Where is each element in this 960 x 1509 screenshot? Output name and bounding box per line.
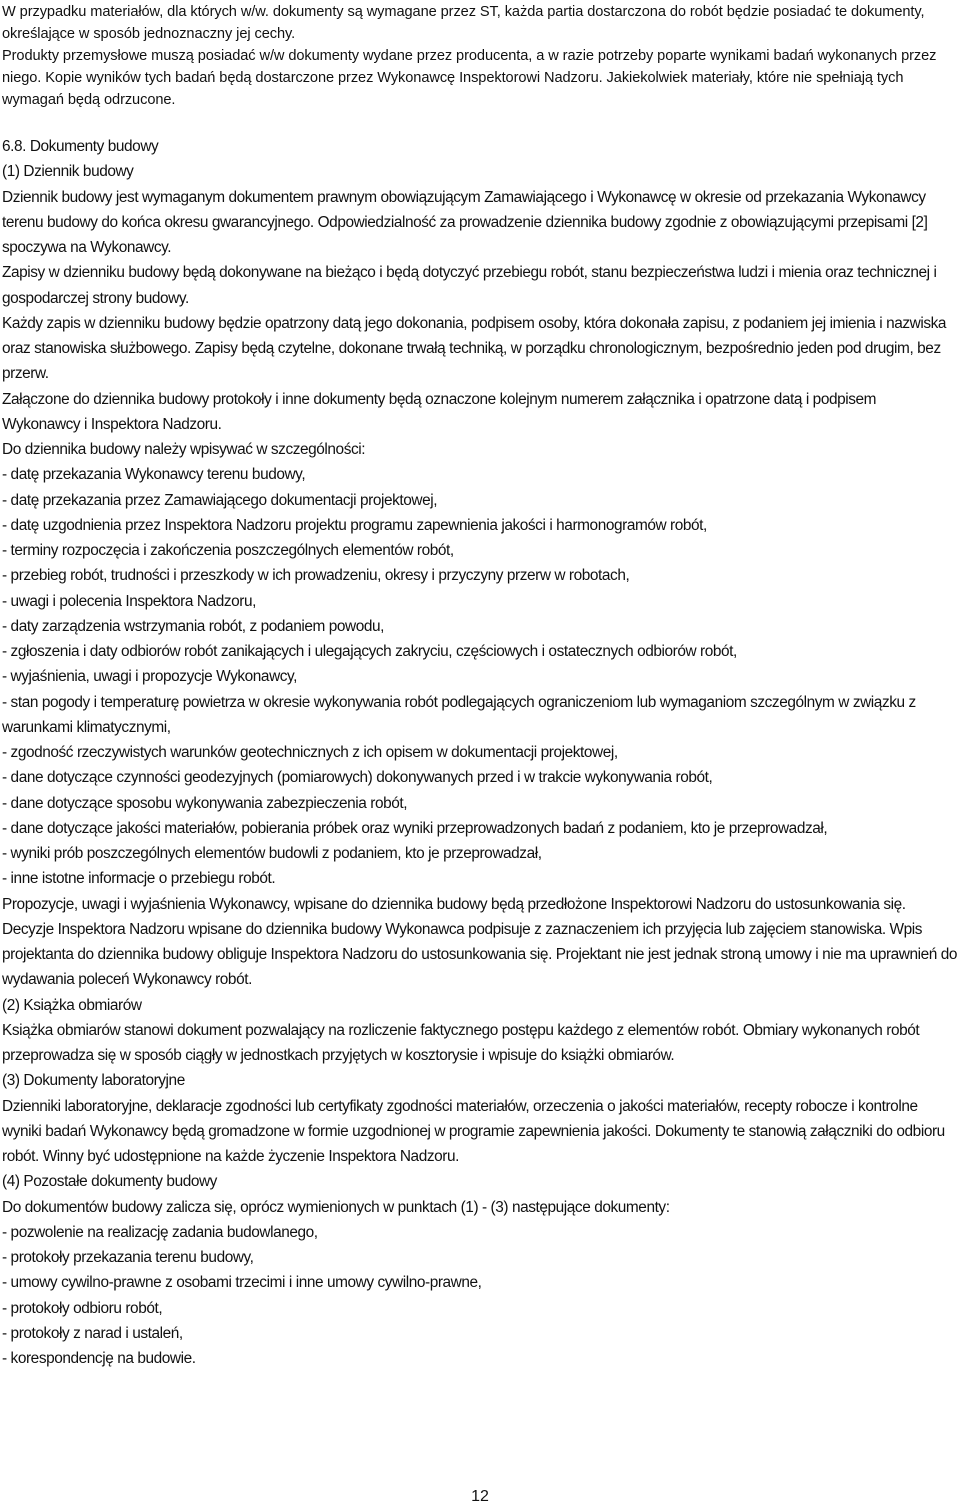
paragraph: Dziennik budowy jest wymaganym dokumentem prawnym obowiązującym Zamawiającego i Wykonawcę w okresie od przekazania Wykonawcy terenu budowy do końca okresu gwarancyjnego. Odpowiedzialność za prowadzenie dziennika budowy zgodnie z obowiązującymi przepisami [2] spoczywa na Wykonawcy. <box>2 188 928 256</box>
document-page <box>2 0 958 1371</box>
list-item: - uwagi i polecenia Inspektora Nadzoru, <box>2 592 256 610</box>
list-item: - datę przekazania przez Zamawiającego dokumentacji projektowej, <box>2 491 438 509</box>
list-item: - inne istotne informacje o przebiegu robót. <box>2 870 276 888</box>
intro-paragraph: W przypadku materiałów, dla których w/w. dokumenty są wymagane przez ST, każda partia dostarczona do robót będzie posiadać te dokumenty, określające w sposób jednoznaczny jej cechy. <box>2 4 925 42</box>
list-item: - datę przekazania Wykonawcy terenu budowy, <box>2 466 306 484</box>
list-item: - korespondencję na budowie. <box>2 1350 196 1367</box>
list-item: - datę uzgodnienia przez Inspektora Nadzoru projektu programu zapewnienia jakości i harmonogramów robót, <box>2 516 707 534</box>
intro-paragraph: Produkty przemysłowe muszą posiadać w/w dokumenty wydane przez producenta, a w razie potrzeby poparte wynikami badań wykonanych przez niego. Kopie wyników tych badań będą dostarczone przez Wykonawcę Inspektorowi Nadzoru. Jakiekolwiek materiały, które nie spełniają tych wymagań będą odrzucone. <box>2 48 937 108</box>
dziennik-list <box>2 462 958 891</box>
list-item: - wyniki prób poszczególnych elementów budowli z podaniem, kto je przeprowadzał, <box>2 845 542 862</box>
paragraph: Załączone do dziennika budowy protokoły i inne dokumenty będą oznaczone kolejnym numerem załącznika i opatrzone datą i podpisem Wykonawcy i Inspektora Nadzoru. <box>2 390 877 433</box>
paragraph: Zapisy w dzienniku budowy będą dokonywane na bieżąco i będą dotyczyć przebiegu robót, stanu bezpieczeństwa ludzi i mienia oraz technicznej i gospodarczej strony budowy. <box>2 264 937 307</box>
list-item: - stan pogody i temperaturę powietrza w okresie wykonywania robót podlegających ograniczeniom lub wymaganiom szczególnym w związku z warunkami klimatycznymi, <box>2 693 916 736</box>
list-item: - protokoły odbioru robót, <box>2 1299 163 1317</box>
list-item: - daty zarządzenia wstrzymania robót, z podaniem powodu, <box>2 617 384 635</box>
list-item: - terminy rozpoczęcia i zakończenia poszczególnych elementów robót, <box>2 542 454 559</box>
page-number: 12 <box>471 1488 489 1505</box>
section-dokumenty-budowy <box>2 134 958 1371</box>
list-item: - protokoły z narad i ustaleń, <box>2 1324 183 1342</box>
paragraph: Do dokumentów budowy zalicza się, oprócz wymienionych w punktach (1) - (3) następujące dokumenty: <box>2 1198 670 1216</box>
pozostale-dokumenty-list <box>2 1220 958 1372</box>
paragraph: Dzienniki laboratoryjne, deklaracje zgodności lub certyfikaty zgodności materiałów, orzeczenia o jakości materiałów, recepty robocze i kontrolne wyniki badań Wykonawcy będą gromadzone w formie uzgodnionej w programie zapewnienia jakości. Dokumenty te stanowią załączniki do odbioru robót. Winny być udostępnione na każde życzenie Inspektora Nadzoru. <box>2 1097 945 1165</box>
subsection-heading-ksiazka-obmiarow: (2) Książka obmiarów <box>2 996 142 1014</box>
paragraph: Każdy zapis w dzienniku budowy będzie opatrzony datą jego dokonania, podpisem osoby, która dokonała zapisu, z podaniem jej imienia i nazwiska oraz stanowiska służbowego. Zapisy będą czytelne, dokonane trwałą techniką, w porządku chronologicznym, bezpośrednio jeden pod drugim, bez przerw. <box>2 314 947 383</box>
list-item: - dane dotyczące sposobu wykonywania zabezpieczenia robót, <box>2 794 408 812</box>
list-item: - zgłoszenia i daty odbiorów robót zanikających i ulegających zakryciu, częściowych i ostatecznych odbiorów robót, <box>2 643 737 660</box>
section-heading: 6.8. Dokumenty budowy <box>2 138 159 155</box>
list-item: - protokoły przekazania terenu budowy, <box>2 1249 254 1266</box>
list-item: - zgodność rzeczywistych warunków geotechnicznych z ich opisem w dokumentacji projektowej, <box>2 744 618 761</box>
list-item: - dane dotyczące czynności geodezyjnych (pomiarowych) dokonywanych przed i w trakcie wykonywania robót, <box>2 769 713 787</box>
subsection-heading-dokumenty-laboratoryjne: (3) Dokumenty laboratoryjne <box>2 1072 185 1090</box>
paragraph: Książka obmiarów stanowi dokument pozwalający na rozliczenie faktycznego postępu każdego z elementów robót. Obmiary wykonanych robót przeprowadza się w sposób ciągły w jednostkach przyjętych w kosztorysie i wpisuje do książki obmiarów. <box>2 1021 920 1064</box>
list-item: - wyjaśnienia, uwagi i propozycje Wykonawcy, <box>2 668 298 686</box>
list-item: - umowy cywilno-prawne z osobami trzecimi i inne umowy cywilno-prawne, <box>2 1274 482 1292</box>
list-item: - przebieg robót, trudności i przeszkody w ich prowadzeniu, okresy i przyczyny przerw w robotach, <box>2 567 630 585</box>
subsection-heading-pozostale-dokumenty: (4) Pozostałe dokumenty budowy <box>2 1173 217 1191</box>
paragraph: Do dziennika budowy należy wpisywać w szczególności: <box>2 441 366 458</box>
subsection-heading-dziennik: (1) Dziennik budowy <box>2 163 134 181</box>
list-item: - pozwolenie na realizację zadania budowlanego, <box>2 1223 318 1241</box>
list-item: - dane dotyczące jakości materiałów, pobierania próbek oraz wyniki przeprowadzonych badań z podaniem, kto je przeprowadzał, <box>2 819 828 837</box>
paragraph: Propozycje, uwagi i wyjaśnienia Wykonawcy, wpisane do dziennika budowy będą przedłożone Inspektorowi Nadzoru do ustosunkowania się. Decyzje Inspektora Nadzoru wpisane do dziennika budowy Wykonawca podpisuje z zaznaczeniem ich przyjęcia lub zajęciem stanowiska. Wpis projektanta do dziennika budowy obliguje Inspektora Nadzoru do ustosunkowania się. Projektant nie jest jednak stroną umowy i nie ma uprawnień do wydawania poleceń Wykonawcy robót. <box>2 895 958 989</box>
intro-block <box>2 0 958 111</box>
